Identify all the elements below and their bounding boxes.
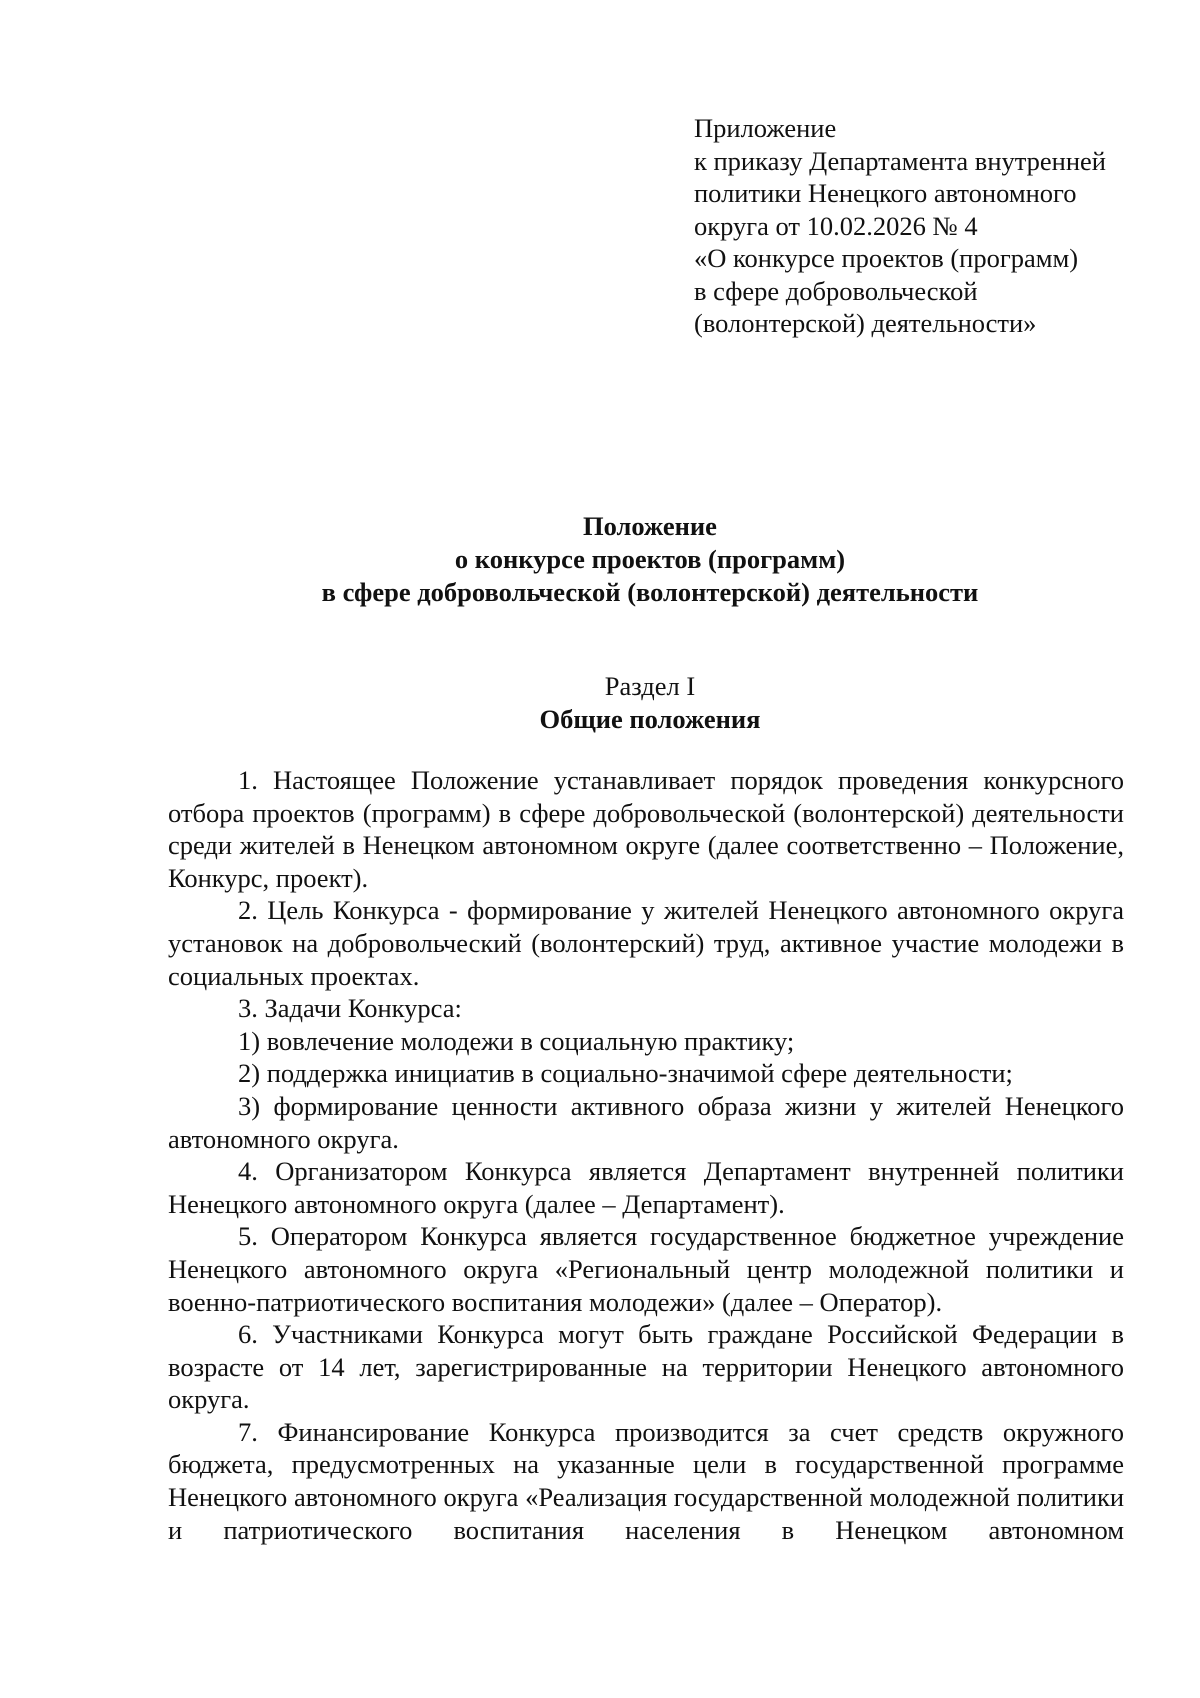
paragraph-5: 5. Оператором Конкурса является государственное бюджетное учреждение Ненецкого автономного округа «Региональный центр молодежной политики и военно-патриотического воспитания молодежи» (далее – Оператор).	[168, 1221, 1124, 1317]
paragraph-3-item-3: 3) формирование ценности активного образа жизни у жителей Ненецкого автономного округа.	[168, 1090, 1124, 1154]
document-title	[0, 510, 1200, 609]
paragraph-3-item-1: 1) вовлечение молодежи в социальную практику;	[238, 1025, 795, 1056]
appendix-block	[694, 112, 1174, 340]
appendix-line: политики Ненецкого автономного	[694, 178, 1077, 208]
paragraph-2: 2. Цель Конкурса - формирование у жителей Ненецкого автономного округа установок на добровольческий (волонтерский) труд, активное участие молодежи в социальных проектах.	[168, 895, 1124, 991]
paragraph-6: 6. Участниками Конкурса могут быть граждане Российской Федерации в возрасте от 14 лет, зарегистрированные на территории Ненецкого автономного округа.	[168, 1319, 1124, 1415]
appendix-line: Приложение	[694, 113, 837, 143]
appendix-line: к приказу Департамента внутренней	[694, 145, 1106, 176]
document-body	[168, 764, 1124, 1546]
paragraph-3-item-2: 2) поддержка инициатив в социально-значимой сфере деятельности;	[238, 1058, 1013, 1089]
section-heading: Общие положения	[539, 704, 761, 734]
title-line: о конкурсе проектов (программ)	[454, 544, 846, 574]
paragraph-3: 3. Задачи Конкурса:	[238, 993, 462, 1024]
paragraph-1: 1. Настоящее Положение устанавливает порядок проведения конкурсного отбора проектов (программ) в сфере добровольческой (волонтерской) деятельности среди жителей в Ненецком автономном округе (далее соответственно – Положение, Конкурс, проект).	[168, 765, 1124, 893]
appendix-line: «О конкурсе проектов (программ)	[694, 243, 1079, 273]
appendix-line: в сфере добровольческой	[694, 275, 978, 306]
paragraph-7: 7. Финансирование Конкурса производится за счет средств окружного бюджета, предусмотренных на указанные цели в государственной программе Ненецкого автономного округа «Реализация государственной молодежной политики и патриотического воспитания населения в Ненецком автономном	[168, 1416, 1124, 1545]
appendix-line: (волонтерской) деятельности»	[694, 308, 1037, 338]
appendix-line: округа от 10.02.2026 № 4	[694, 210, 978, 241]
title-line: Положение	[583, 511, 717, 541]
title-line: в сфере добровольческой (волонтерской) деятельности	[321, 577, 979, 607]
paragraph-4: 4. Организатором Конкурса является Департамент внутренней политики Ненецкого автономного округа (далее – Департамент).	[168, 1156, 1124, 1219]
section-header	[0, 670, 1200, 736]
section-label: Раздел I	[604, 671, 696, 701]
